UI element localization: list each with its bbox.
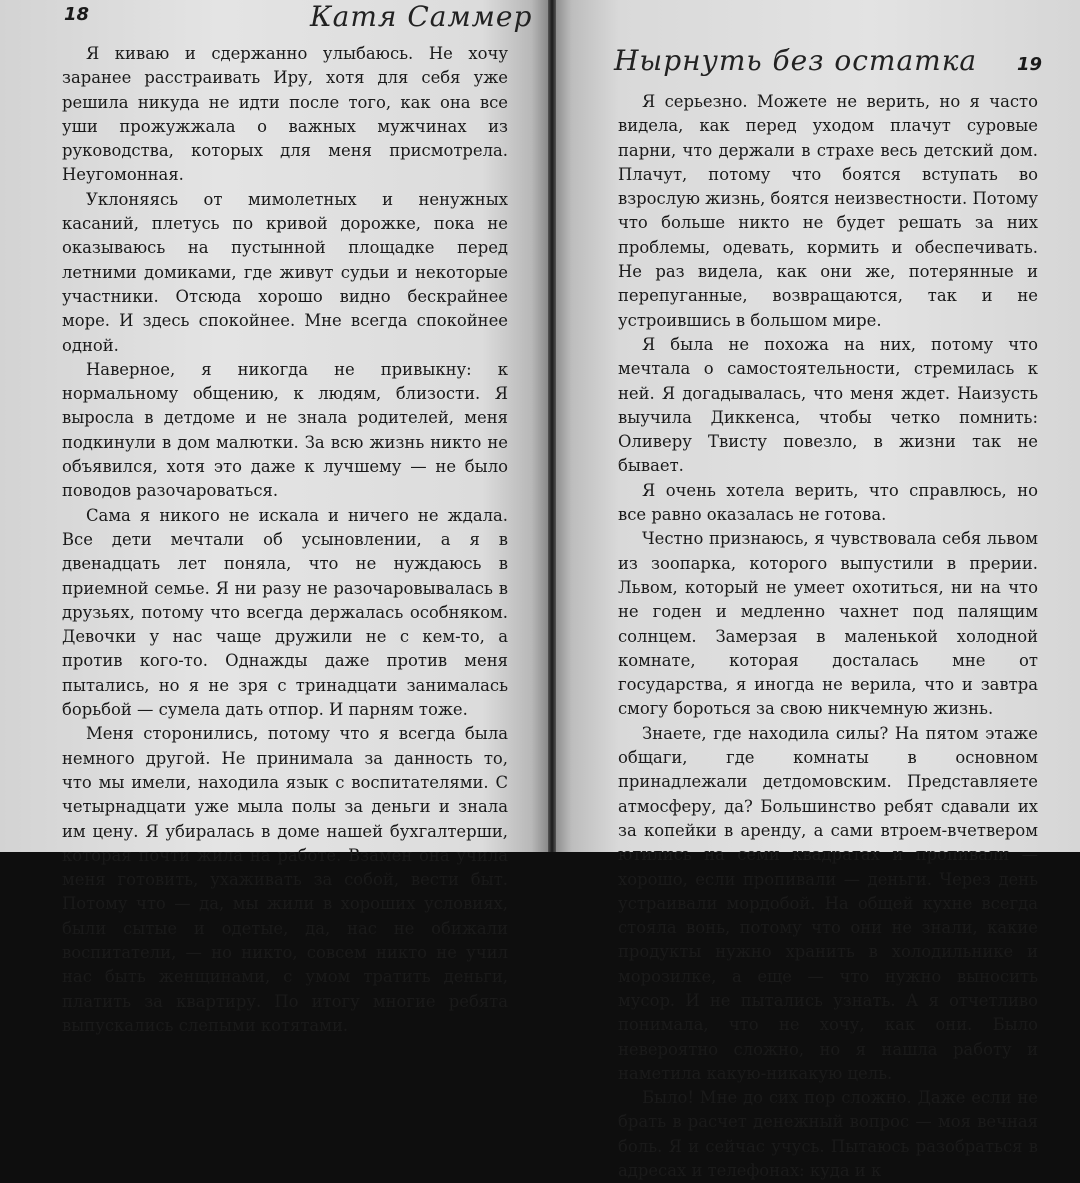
right-page-number: 19 [1016,54,1042,75]
paragraph: Я серьезно. Можете не верить, но я часто видела, как перед уходом плачут суровые парни, что держали в страхе весь детский дом. Плачут, потому что боятся вступать во взрослую жизнь, боятся неизвестности. Потому что больше никто не будет решать за них проблемы, одевать, кормить и обеспечивать. Не раз видела, как они же, потерянные и перепуганные, возвращаются, так и не устроившись в большом мире. [618,92,1038,330]
right-page-text [618,90,1038,1183]
left-page [0,0,548,1035]
book-gutter [548,0,556,852]
paragraph: Я очень хотела верить, что справлюсь, но все равно оказалась не готова. [618,480,1038,525]
paragraph: Знаете, где находила силы? На пятом этаже общаги, где комнаты в основном принадлежали детдомовским. Представляете атмосферу, да? Большинство ребят сдавали их за копейки в аренду, а сами втроем-вчетвером ютились на семи квадратах и пропивали — хорошо, если пропивали — деньги. Через день устраивали мордобой. На общей кухне всегда стояла вонь, потому что они не знали, какие продукты нужно хранить в холодильнике и морозилке, а еще — что нужно выносить мусор. И не пытались узнать. А я отчетливо понимала, что не хочу, как они. Было невероятно сложно, но я нашла работу и наметила какую-никакую цель. [618,723,1038,1083]
paragraph: Уклоняясь от мимолетных и ненужных касаний, плетусь по кривой дорожке, пока не оказываюсь на пустынной площадке перед летними домиками, где живут судьи и некоторые участники. Отсюда хорошо видно бескрайнее море. И здесь спокойнее. Мне всегда спокойнее одной. [62,189,508,355]
left-running-head: Катя Саммер [310,0,533,33]
left-page-number: 18 [64,4,90,25]
paragraph: Меня сторонились, потому что я всегда была немного другой. Не принимала за данность то, что мы имели, находила язык с воспитателями. С четырнадцати уже мыла полы за деньги и знала им цену. Я убиралась в доме нашей бухгалтерши, которая почти жила на работе. Взамен она учила меня готовить, ухаживать за собой, вести быт. Потому что — да, мы жили в хороших условиях, были сытые и одетые, да, нас не обижали воспитатели, — но никто, совсем никто не учил нас быть женщинами, с умом тратить деньги, платить за квартиру. По итогу многие ребята выпускались слепыми котятами. [62,724,508,1035]
paragraph: Я киваю и сдержанно улыбаюсь. Не хочу заранее расстраивать Иру, хотя для себя уже решила никуда не идти после того, как она все уши прожужжала о важных мужчинах из руководства, которых для меня присмотрела. Неугомонная. [62,44,508,185]
right-page [556,0,1080,1181]
right-running-head: Нырнуть без остатка [614,44,978,77]
paragraph: Сама я никого не искала и ничего не ждала. Все дети мечтали об усыновлении, а я в двенадцать лет поняла, что не нуждаюсь в приемной семье. Я ни разу не разочаровывалась в друзьях, потому что всегда держалась особняком. Девочки у нас чаще дружили не с кем-то, а против кого-то. Однажды даже против меня пытались, но я не зря с тринадцати занималась борьбой — сумела дать отпор. И парням тоже. [62,505,508,720]
paragraph: Наверное, я никогда не привыкну: к нормальному общению, к людям, близости. Я выросла в детдоме и не знала родителей, меня подкинули в дом малютки. За всю жизнь никто не объявился, хотя это даже к лучшему — не было поводов разочароваться. [62,359,508,501]
paragraph: Я была не похожа на них, потому что мечтала о самостоятельности, стремилась к ней. Я догадывалась, что меня ждет. Наизусть выучила Диккенса, чтобы четко помнить: Оливеру Твисту повезло, в жизни так не бывает. [618,334,1038,476]
paragraph: Было! Мне до сих пор сложно. Даже если не брать в расчет денежный вопрос — моя вечная боль. Я и сейчас учусь. Пытаюсь разобраться в адресах и телефонах: куда и к [618,1088,1038,1181]
left-page-text [62,42,508,1038]
paragraph: Честно признаюсь, я чувствовала себя львом из зоопарка, которого выпустили в прерии. Львом, который не умеет охотиться, ни на что не годен и медленно чахнет под палящим солнцем. Замерзая в маленькой холодной комнате, которая досталась мне от государства, я иногда не верила, что и завтра смогу бороться за свою никчемную жизнь. [618,529,1038,719]
